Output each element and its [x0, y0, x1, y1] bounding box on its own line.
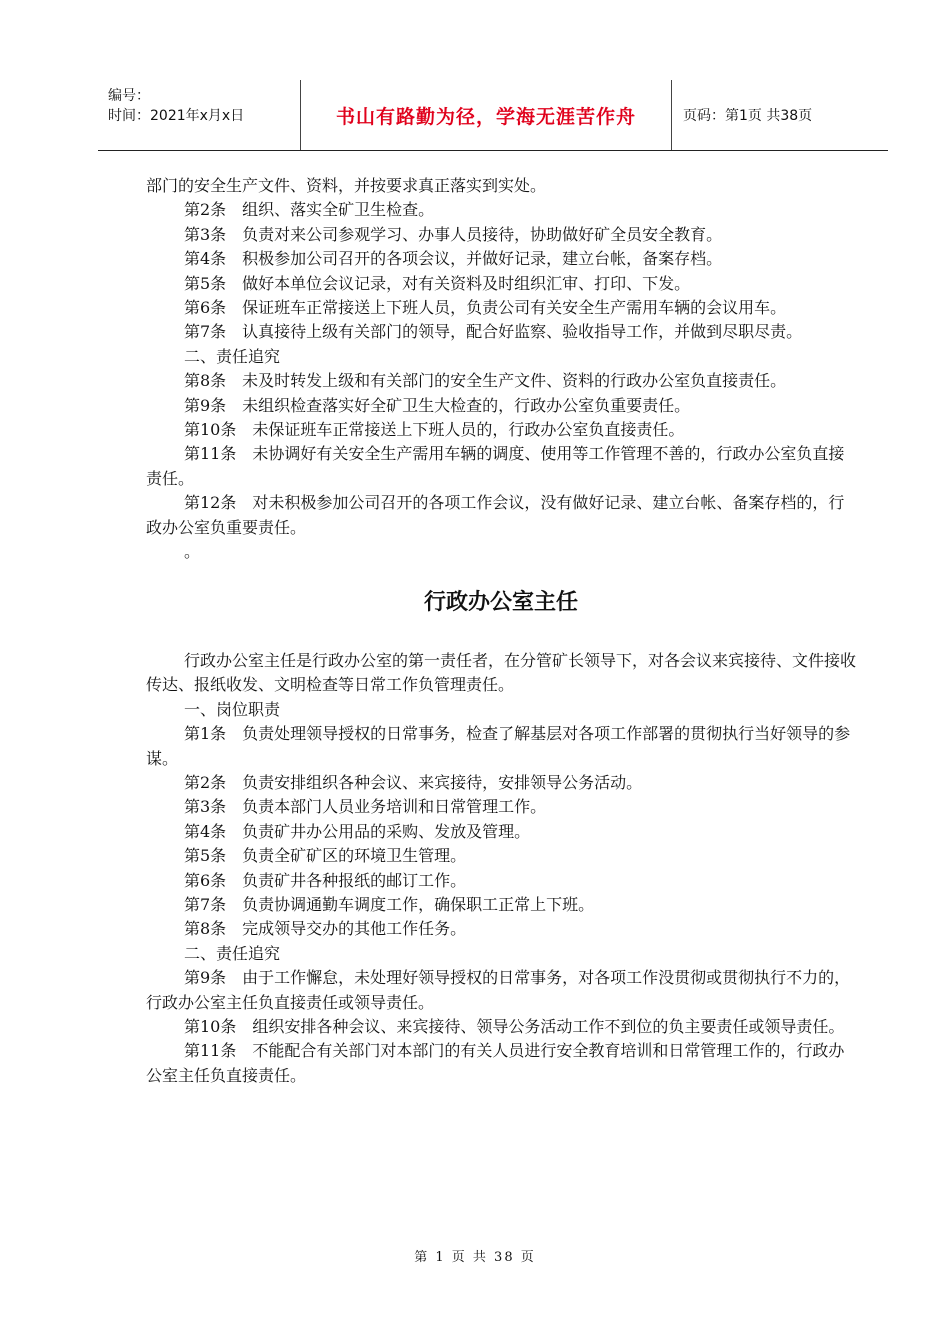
paragraph: 第7条 负责协调通勤车调度工作，确保职工正常上下班。: [184, 894, 595, 914]
section-title: 行政办公室主任: [423, 589, 578, 615]
paragraph: 第1条 负责处理领导授权的日常事务，检查了解基层对各项工作部署的贯彻执行当好领导的参谋。: [146, 724, 851, 768]
page-header: [98, 80, 888, 151]
paragraph: 第7条 认真接待上级有关部门的领导，配合好监察、验收指导工作，并做到尽职尽责。: [184, 322, 803, 342]
paragraph: 。: [184, 542, 201, 562]
paragraph: 第11条 未协调好有关安全生产需用车辆的调度、使用等工作管理不善的，行政办公室负直接责任。: [146, 444, 845, 488]
paragraph: 第5条 负责全矿矿区的环境卫生管理。: [184, 846, 467, 866]
header-page-info: 页码：第1页 共38页: [683, 108, 813, 124]
header-meta: [98, 80, 301, 150]
paragraph: 行政办公室主任是行政办公室的第一责任者，在分管矿长领导下，对各会议来宾接待、文件接收传达、报纸收发、文明检查等日常工作负管理责任。: [146, 650, 857, 695]
paragraph: 部门的安全生产文件、资料，并按要求真正落实到实处。: [146, 176, 547, 195]
paragraph: 第10条 组织安排各种会议、来宾接待、领导公务活动工作不到位的负主要责任或领导责任。: [184, 1017, 845, 1036]
paragraph: 第4条 负责矿井办公用品的采购、发放及管理。: [184, 821, 531, 841]
paragraph: 第4条 积极参加公司召开的各项会议，并做好记录，建立台帐，备案存档。: [184, 249, 723, 269]
paragraph: 第5条 做好本单位会议记录，对有关资料及时组织汇审、打印、下发。: [184, 273, 691, 293]
document-code-label: 编号：: [108, 88, 150, 104]
paragraph: 第8条 完成领导交办的其他工作任务。: [184, 919, 467, 939]
paragraph: 第6条 保证班车正常接送上下班人员，负责公司有关安全生产需用车辆的会议用车。: [184, 298, 787, 318]
paragraph: 第3条 负责本部门人员业务培训和日常管理工作。: [184, 797, 547, 817]
paragraph: 第9条 未组织检查落实好全矿卫生大检查的，行政办公室负重要责任。: [184, 395, 691, 415]
paragraph: 第2条 组织、落实全矿卫生检查。: [184, 200, 435, 220]
document-date: 时间：2021年x月x日: [108, 108, 245, 124]
document-body: [146, 174, 856, 1088]
section-heading: 一、岗位职责: [184, 699, 281, 719]
section-heading: 二、责任追究: [184, 943, 281, 963]
paragraph: 第10条 未保证班车正常接送上下班人员的，行政办公室负直接责任。: [184, 420, 685, 440]
paragraph: 第2条 负责安排组织各种会议、来宾接待，安排领导公务活动。: [184, 772, 643, 792]
paragraph: 第9条 由于工作懈怠，未处理好领导授权的日常事务，对各项工作没贯彻或贯彻执行不力的，行政办公室主任负直接责任或领导责任。: [146, 968, 851, 1012]
paragraph: 第6条 负责矿井各种报纸的邮订工作。: [184, 870, 467, 890]
paragraph: 第8条 未及时转发上级和有关部门的安全生产文件、资料的行政办公室负直接责任。: [184, 371, 787, 391]
section-heading: 二、责任追究: [184, 346, 281, 366]
header-motto: 书山有路勤为径，学海无涯苦作舟: [301, 80, 672, 150]
paragraph: 第12条 对未积极参加公司召开的各项工作会议，没有做好记录、建立台帐、备案存档的，行政办公室负重要责任。: [146, 493, 845, 537]
page-footer: 第 1 页 共 38 页: [414, 1250, 536, 1265]
paragraph: 第11条 不能配合有关部门对本部门的有关人员进行安全教育培训和日常管理工作的，行政办公室主任负直接责任。: [146, 1041, 845, 1085]
paragraph: 第3条 负责对来公司参观学习、办事人员接待，协助做好矿全员安全教育。: [184, 224, 723, 244]
